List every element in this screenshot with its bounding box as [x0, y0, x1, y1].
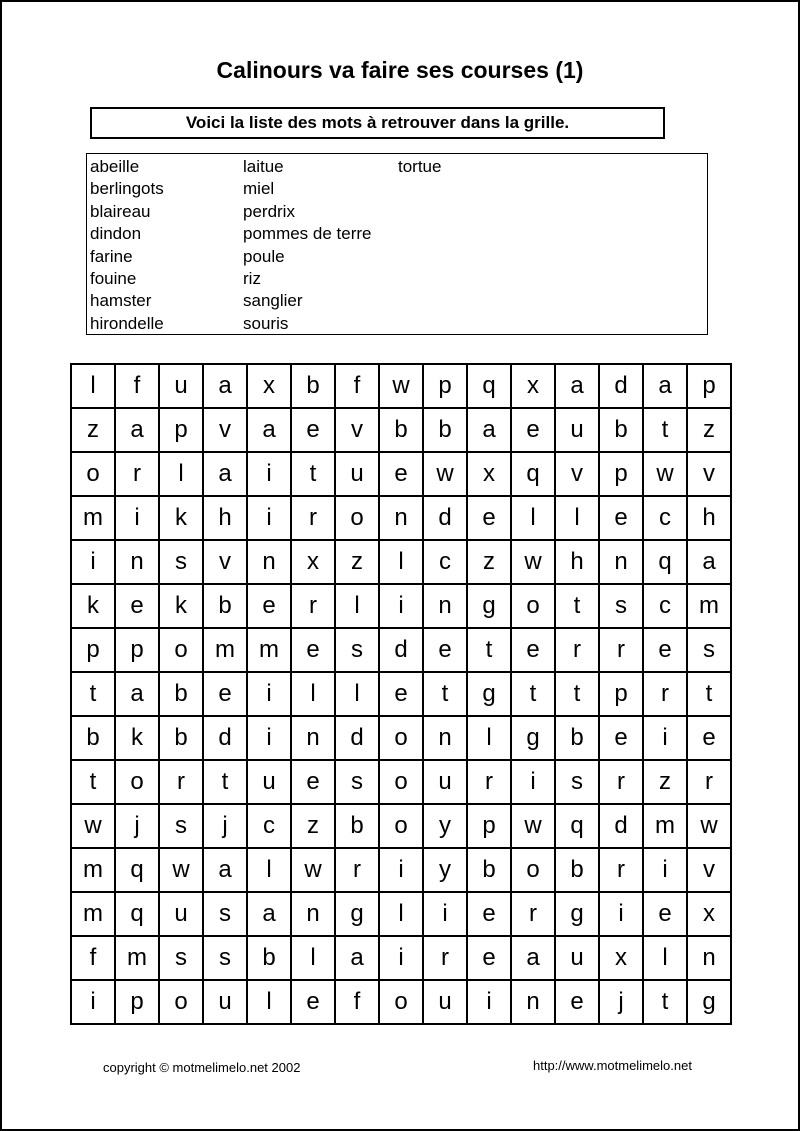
- grid-cell: e: [512, 409, 554, 451]
- grid-cell: p: [116, 629, 158, 671]
- grid-cell: s: [600, 585, 642, 627]
- grid-cell: r: [116, 453, 158, 495]
- grid-cell: w: [424, 453, 466, 495]
- grid-cell: n: [424, 717, 466, 759]
- grid-cell: g: [468, 673, 510, 715]
- grid-cell: x: [292, 541, 334, 583]
- word-list-column-2: [243, 156, 372, 335]
- grid-cell: b: [204, 585, 246, 627]
- grid-cell: a: [248, 409, 290, 451]
- word-item: abeille: [90, 157, 140, 176]
- grid-cell: m: [688, 585, 730, 627]
- grid-cell: j: [116, 805, 158, 847]
- grid-cell: r: [336, 849, 378, 891]
- word-item: tortue: [398, 157, 442, 176]
- grid-cell: u: [556, 937, 598, 979]
- grid-cell: p: [116, 981, 158, 1023]
- grid-cell: e: [556, 981, 598, 1023]
- grid-cell: s: [336, 629, 378, 671]
- grid-cell: q: [116, 849, 158, 891]
- grid-cell: n: [600, 541, 642, 583]
- grid-cell: i: [380, 849, 422, 891]
- grid-cell: f: [72, 937, 114, 979]
- grid-cell: n: [292, 893, 334, 935]
- grid-cell: u: [336, 453, 378, 495]
- grid-cell: s: [160, 541, 202, 583]
- grid-cell: t: [644, 981, 686, 1023]
- grid-cell: b: [248, 937, 290, 979]
- word-item: riz: [243, 269, 261, 289]
- grid-cell: e: [644, 629, 686, 671]
- grid-cell: k: [160, 585, 202, 627]
- grid-cell: l: [336, 673, 378, 715]
- grid-cell: e: [600, 717, 642, 759]
- copyright-text: copyright © motmelimelo.net 2002: [103, 1060, 301, 1075]
- grid-cell: o: [380, 717, 422, 759]
- grid-cell: v: [688, 453, 730, 495]
- grid-cell: n: [292, 717, 334, 759]
- grid-cell: n: [380, 497, 422, 539]
- word-list-box: [86, 153, 708, 335]
- grid-cell: a: [468, 409, 510, 451]
- grid-cell: h: [204, 497, 246, 539]
- grid-cell: r: [600, 849, 642, 891]
- grid-cell: a: [204, 849, 246, 891]
- grid-cell: a: [204, 453, 246, 495]
- grid-cell: s: [688, 629, 730, 671]
- grid-cell: o: [380, 981, 422, 1023]
- grid-cell: d: [424, 497, 466, 539]
- instruction-box: [90, 107, 665, 139]
- grid-cell: i: [248, 717, 290, 759]
- word-item: hamster: [90, 291, 152, 311]
- grid-cell: z: [336, 541, 378, 583]
- grid-cell: e: [644, 893, 686, 935]
- grid-cell: b: [72, 717, 114, 759]
- grid-cell: t: [688, 673, 730, 715]
- grid-cell: u: [248, 761, 290, 803]
- grid-cell: o: [336, 497, 378, 539]
- grid-cell: z: [688, 409, 730, 451]
- word-item: fouine: [90, 269, 137, 289]
- grid-cell: y: [424, 805, 466, 847]
- grid-cell: n: [116, 541, 158, 583]
- grid-cell: u: [424, 761, 466, 803]
- grid-cell: f: [336, 365, 378, 407]
- grid-cell: e: [468, 497, 510, 539]
- grid-cell: e: [292, 409, 334, 451]
- grid-cell: i: [248, 673, 290, 715]
- grid-cell: u: [204, 981, 246, 1023]
- grid-cell: r: [512, 893, 554, 935]
- grid-cell: r: [644, 673, 686, 715]
- grid-cell: z: [72, 409, 114, 451]
- instruction-text: Voici la liste des mots à retrouver dans la grille.: [185, 113, 570, 132]
- grid-cell: l: [336, 585, 378, 627]
- grid-cell: w: [512, 541, 554, 583]
- grid-cell: i: [248, 497, 290, 539]
- grid-cell: e: [688, 717, 730, 759]
- grid-cell: r: [600, 761, 642, 803]
- grid-cell: s: [160, 937, 202, 979]
- grid-cell: r: [600, 629, 642, 671]
- grid-cell: i: [468, 981, 510, 1023]
- grid-cell: m: [644, 805, 686, 847]
- grid-cell: p: [600, 453, 642, 495]
- grid-cell: b: [160, 717, 202, 759]
- word-item: sanglier: [243, 291, 303, 311]
- word-item: pommes de terre: [243, 224, 372, 244]
- website-url: http://www.motmelimelo.net: [533, 1058, 692, 1073]
- grid-cell: i: [512, 761, 554, 803]
- grid-cell: m: [72, 849, 114, 891]
- grid-cell: v: [204, 541, 246, 583]
- grid-cell: w: [512, 805, 554, 847]
- grid-cell: r: [688, 761, 730, 803]
- word-item: blaireau: [90, 201, 151, 221]
- grid-cell: i: [116, 497, 158, 539]
- word-item: miel: [243, 179, 275, 199]
- grid-cell: a: [556, 365, 598, 407]
- grid-cell: i: [644, 849, 686, 891]
- grid-cell: l: [292, 673, 334, 715]
- grid-cell: a: [644, 365, 686, 407]
- grid-cell: p: [688, 365, 730, 407]
- grid-cell: w: [644, 453, 686, 495]
- grid-cell: l: [644, 937, 686, 979]
- grid-cell: a: [204, 365, 246, 407]
- grid-cell: l: [468, 717, 510, 759]
- grid-cell: t: [644, 409, 686, 451]
- word-list-column-1: [90, 156, 164, 335]
- grid-cell: t: [512, 673, 554, 715]
- grid-cell: r: [468, 761, 510, 803]
- grid-cell: l: [248, 849, 290, 891]
- grid-cell: b: [556, 849, 598, 891]
- grid-cell: g: [512, 717, 554, 759]
- grid-cell: u: [160, 893, 202, 935]
- grid-cell: h: [556, 541, 598, 583]
- grid-cell: d: [204, 717, 246, 759]
- grid-cell: i: [380, 585, 422, 627]
- grid-cell: p: [468, 805, 510, 847]
- word-item: berlingots: [90, 179, 164, 199]
- grid-cell: d: [336, 717, 378, 759]
- grid-cell: e: [292, 761, 334, 803]
- page-title: Calinours va faire ses courses (1): [216, 57, 584, 83]
- grid-cell: b: [336, 805, 378, 847]
- grid-cell: g: [556, 893, 598, 935]
- grid-cell: e: [468, 937, 510, 979]
- grid-cell: l: [72, 365, 114, 407]
- grid-cell: v: [688, 849, 730, 891]
- grid-cell: a: [336, 937, 378, 979]
- grid-cell: i: [72, 541, 114, 583]
- grid-cell: e: [116, 585, 158, 627]
- grid-cell: t: [72, 673, 114, 715]
- grid-cell: b: [380, 409, 422, 451]
- grid-cell: n: [688, 937, 730, 979]
- grid-cell: a: [116, 673, 158, 715]
- grid-cell: m: [72, 893, 114, 935]
- grid-cell: p: [600, 673, 642, 715]
- grid-cell: b: [556, 717, 598, 759]
- grid-cell: d: [380, 629, 422, 671]
- letter-grid: [70, 363, 732, 1025]
- grid-cell: j: [600, 981, 642, 1023]
- grid-cell: f: [336, 981, 378, 1023]
- grid-cell: c: [644, 585, 686, 627]
- grid-cell: u: [424, 981, 466, 1023]
- grid-cell: t: [556, 673, 598, 715]
- grid-cell: s: [556, 761, 598, 803]
- grid-cell: e: [600, 497, 642, 539]
- grid-cell: l: [292, 937, 334, 979]
- grid-cell: o: [380, 805, 422, 847]
- grid-cell: n: [248, 541, 290, 583]
- grid-cell: l: [380, 893, 422, 935]
- grid-cell: u: [556, 409, 598, 451]
- word-item: laitue: [243, 157, 284, 176]
- grid-cell: s: [336, 761, 378, 803]
- grid-cell: x: [248, 365, 290, 407]
- grid-cell: w: [380, 365, 422, 407]
- grid-cell: x: [512, 365, 554, 407]
- grid-cell: o: [512, 585, 554, 627]
- grid-cell: g: [468, 585, 510, 627]
- grid-cell: r: [292, 497, 334, 539]
- grid-cell: e: [424, 629, 466, 671]
- grid-cell: m: [204, 629, 246, 671]
- grid-cell: s: [204, 937, 246, 979]
- grid-cell: e: [380, 673, 422, 715]
- grid-cell: o: [116, 761, 158, 803]
- grid-cell: k: [116, 717, 158, 759]
- grid-cell: w: [688, 805, 730, 847]
- grid-cell: y: [424, 849, 466, 891]
- grid-cell: r: [292, 585, 334, 627]
- grid-cell: a: [688, 541, 730, 583]
- grid-cell: s: [204, 893, 246, 935]
- grid-cell: q: [116, 893, 158, 935]
- grid-cell: v: [336, 409, 378, 451]
- grid-cell: t: [72, 761, 114, 803]
- grid-cell: o: [72, 453, 114, 495]
- grid-cell: v: [204, 409, 246, 451]
- grid-cell: c: [248, 805, 290, 847]
- grid-cell: p: [160, 409, 202, 451]
- grid-cell: m: [248, 629, 290, 671]
- grid-cell: a: [248, 893, 290, 935]
- grid-cell: n: [512, 981, 554, 1023]
- grid-cell: x: [688, 893, 730, 935]
- grid-cell: a: [116, 409, 158, 451]
- word-item: hirondelle: [90, 313, 164, 333]
- grid-cell: q: [644, 541, 686, 583]
- grid-cell: i: [72, 981, 114, 1023]
- grid-cell: o: [160, 981, 202, 1023]
- grid-cell: v: [556, 453, 598, 495]
- grid-cell: b: [424, 409, 466, 451]
- grid-cell: k: [72, 585, 114, 627]
- grid-cell: c: [644, 497, 686, 539]
- grid-cell: t: [468, 629, 510, 671]
- grid-cell: e: [380, 453, 422, 495]
- word-item: farine: [90, 246, 133, 266]
- grid-cell: o: [380, 761, 422, 803]
- grid-cell: o: [160, 629, 202, 671]
- grid-cell: l: [380, 541, 422, 583]
- grid-cell: w: [160, 849, 202, 891]
- grid-cell: i: [380, 937, 422, 979]
- grid-cell: m: [116, 937, 158, 979]
- grid-cell: r: [160, 761, 202, 803]
- grid-cell: b: [292, 365, 334, 407]
- grid-cell: t: [292, 453, 334, 495]
- grid-cell: t: [204, 761, 246, 803]
- grid-cell: d: [600, 805, 642, 847]
- grid-cell: z: [468, 541, 510, 583]
- grid-cell: b: [600, 409, 642, 451]
- grid-cell: i: [424, 893, 466, 935]
- grid-cell: e: [248, 585, 290, 627]
- grid-cell: q: [468, 365, 510, 407]
- word-item: souris: [243, 313, 289, 333]
- grid-cell: p: [424, 365, 466, 407]
- word-list-column-3: [398, 156, 441, 178]
- grid-cell: l: [248, 981, 290, 1023]
- word-item: dindon: [90, 224, 142, 244]
- grid-cell: z: [644, 761, 686, 803]
- grid-cell: l: [512, 497, 554, 539]
- grid-cell: k: [160, 497, 202, 539]
- grid-cell: i: [600, 893, 642, 935]
- grid-cell: c: [424, 541, 466, 583]
- grid-cell: t: [556, 585, 598, 627]
- grid-cell: t: [424, 673, 466, 715]
- grid-cell: e: [292, 629, 334, 671]
- word-item: perdrix: [243, 201, 295, 221]
- grid-cell: f: [116, 365, 158, 407]
- grid-cell: j: [204, 805, 246, 847]
- grid-cell: w: [72, 805, 114, 847]
- grid-cell: x: [600, 937, 642, 979]
- grid-cell: b: [468, 849, 510, 891]
- grid-cell: e: [292, 981, 334, 1023]
- grid-cell: a: [512, 937, 554, 979]
- grid-cell: e: [204, 673, 246, 715]
- grid-cell: h: [688, 497, 730, 539]
- grid-cell: r: [556, 629, 598, 671]
- grid-cell: q: [556, 805, 598, 847]
- grid-cell: m: [72, 497, 114, 539]
- grid-cell: e: [512, 629, 554, 671]
- grid-cell: b: [160, 673, 202, 715]
- grid-cell: l: [556, 497, 598, 539]
- grid-cell: p: [72, 629, 114, 671]
- grid-cell: i: [644, 717, 686, 759]
- grid-cell: s: [160, 805, 202, 847]
- word-item: poule: [243, 246, 285, 266]
- grid-cell: x: [468, 453, 510, 495]
- grid-cell: w: [292, 849, 334, 891]
- grid-cell: g: [688, 981, 730, 1023]
- grid-cell: z: [292, 805, 334, 847]
- grid-cell: q: [512, 453, 554, 495]
- grid-cell: g: [336, 893, 378, 935]
- grid-cell: i: [248, 453, 290, 495]
- grid-cell: u: [160, 365, 202, 407]
- grid-cell: o: [512, 849, 554, 891]
- grid-cell: l: [160, 453, 202, 495]
- grid-cell: r: [424, 937, 466, 979]
- grid-cell: n: [424, 585, 466, 627]
- grid-cell: e: [468, 893, 510, 935]
- grid-cell: d: [600, 365, 642, 407]
